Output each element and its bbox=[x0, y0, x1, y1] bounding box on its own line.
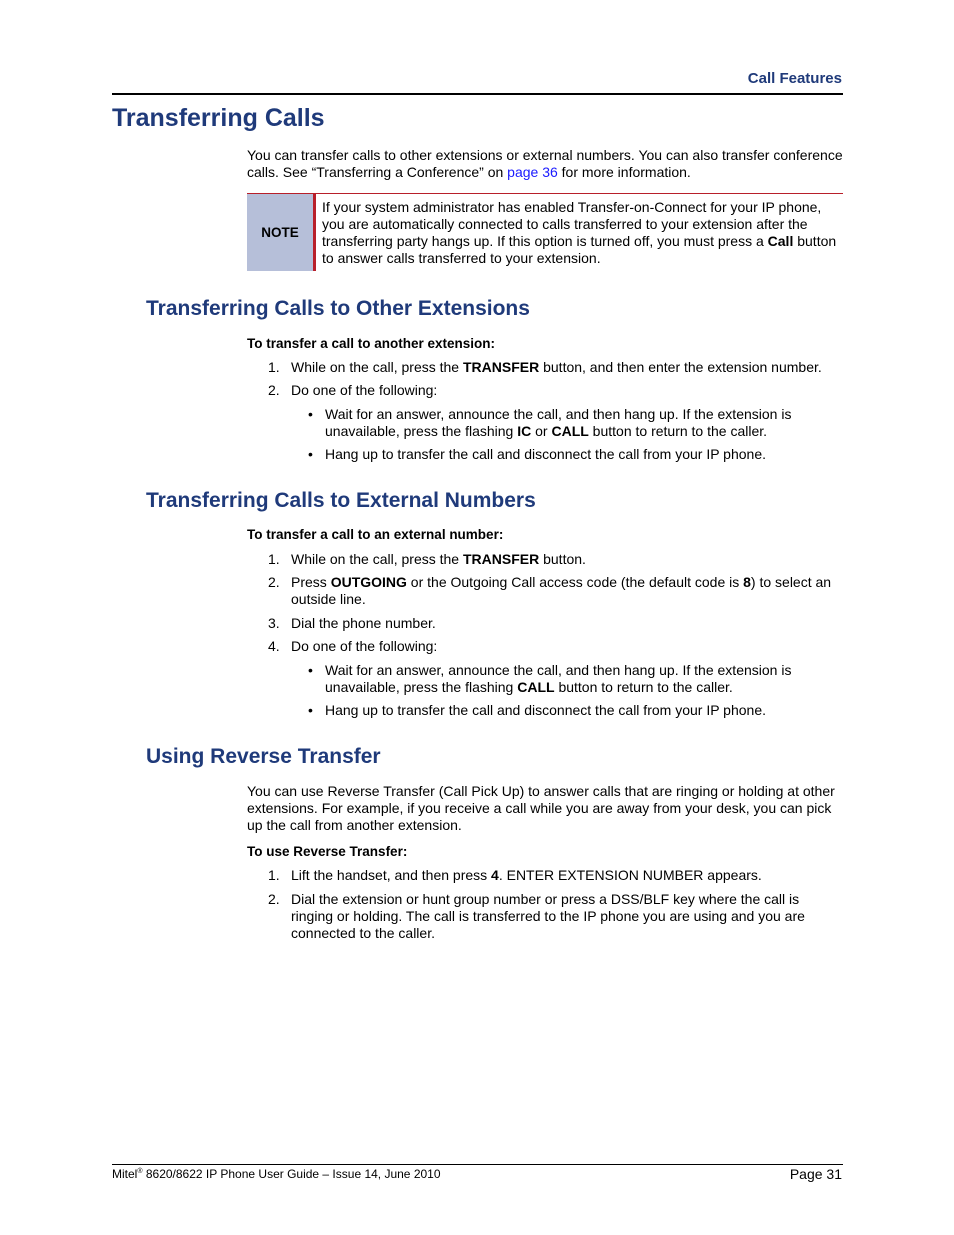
bullet-icon: • bbox=[308, 406, 313, 422]
bullet-text: Hang up to transfer the call and disconnect the call from your IP phone. bbox=[325, 702, 766, 718]
bullet-text-part: Wait for an answer, announce the call, and then hang up. If the extension is unavailable, press the flashing bbox=[325, 662, 792, 695]
step-text-part: or the Outgoing Call access code (the default code is bbox=[406, 574, 744, 590]
page-36-link[interactable]: page 36 bbox=[507, 164, 558, 180]
procedure-lead: To transfer a call to an external number: bbox=[247, 527, 504, 542]
bullet-icon: • bbox=[308, 446, 313, 462]
section-heading-other-extensions: Transferring Calls to Other Extensions bbox=[146, 297, 530, 320]
page-title: Transferring Calls bbox=[112, 104, 325, 132]
step-text-part: While on the call, press the bbox=[291, 359, 463, 375]
step-number: 1. bbox=[268, 551, 280, 567]
transfer-key: TRANSFER bbox=[462, 359, 540, 375]
bullet-text-part: Wait for an answer, announce the call, and then hang up. If the extension is unavailable, press the flashing bbox=[325, 406, 792, 439]
page-number: Page 31 bbox=[789, 1166, 842, 1182]
note-call-key: Call bbox=[767, 233, 794, 249]
note-text-end: button to answer calls transferred to your extension. bbox=[322, 233, 837, 266]
step-text: Dial the extension or hunt group number or press a DSS/BLF key where the call is ringing or holding. The call is transferred to the IP phone you are using and you are connected to the caller. bbox=[291, 891, 805, 941]
reverse-transfer-paragraph: You can use Reverse Transfer (Call Pick Up) to answer calls that are ringing or holding at other extensions. For example, if you receive a call while you are away from your desk, you can pick up the call from another extension. bbox=[247, 783, 835, 833]
transfer-key: TRANSFER bbox=[462, 551, 540, 567]
step-text bbox=[291, 359, 843, 376]
bullet-icon: • bbox=[308, 702, 313, 718]
footer-rule bbox=[112, 1164, 843, 1165]
step-text bbox=[291, 867, 843, 884]
footer-brand: Mitel bbox=[112, 1167, 138, 1181]
step-number: 4. bbox=[268, 638, 280, 654]
step-text-part: . ENTER EXTENSION NUMBER appears. bbox=[498, 867, 762, 883]
step-text-part: button. bbox=[539, 551, 586, 567]
footer-doc-name: 8620/8622 IP Phone User Guide – Issue 14, June 2010 bbox=[142, 1167, 441, 1181]
procedure-lead: To transfer a call to another extension: bbox=[247, 336, 496, 351]
step-number: 3. bbox=[268, 615, 280, 631]
step-text: Do one of the following: bbox=[291, 382, 438, 398]
intro-text-end: for more information. bbox=[557, 164, 691, 180]
procedure-lead: To use Reverse Transfer: bbox=[247, 844, 408, 859]
intro-text: You can transfer calls to other extensions or external numbers. You can also transfer conference calls. See “Transferring a Conference” on bbox=[247, 147, 843, 180]
step-number: 2. bbox=[268, 574, 280, 590]
step-text-part: Lift the handset, and then press bbox=[291, 867, 492, 883]
bullet-text-part: button to return to the caller. bbox=[554, 679, 733, 695]
registered-mark: ® bbox=[137, 1168, 143, 1175]
bullet-text bbox=[325, 406, 843, 440]
bullet-text-part: or bbox=[531, 423, 552, 439]
section-heading-external-numbers: Transferring Calls to External Numbers bbox=[146, 489, 536, 512]
step-number: 2. bbox=[268, 382, 280, 398]
call-key: CALL bbox=[551, 423, 589, 439]
step-text: Do one of the following: bbox=[291, 638, 438, 654]
bullet-icon: • bbox=[308, 662, 313, 678]
header-rule bbox=[112, 93, 843, 95]
step-number: 2. bbox=[268, 891, 280, 907]
step-text-part: ) to select an outside line. bbox=[291, 574, 832, 607]
bullet-text bbox=[325, 662, 843, 696]
running-header: Call Features bbox=[747, 70, 842, 87]
step-text bbox=[291, 574, 843, 608]
step-text-part: While on the call, press the bbox=[291, 551, 463, 567]
note-text bbox=[322, 199, 842, 267]
intro-paragraph bbox=[247, 147, 843, 181]
note-accent-bar bbox=[313, 194, 316, 271]
note-text-start: If your system administrator has enabled Transfer-on-Connect for your IP phone, you are automatically connected to calls transferred to your extension after the transferring party hangs up. If this option is turned off, you must press a bbox=[322, 199, 822, 249]
digit-key: 4 bbox=[491, 867, 499, 883]
ic-key: IC bbox=[517, 423, 532, 439]
step-text-part: button, and then enter the extension number. bbox=[539, 359, 822, 375]
step-number: 1. bbox=[268, 867, 280, 883]
section-heading-reverse-transfer: Using Reverse Transfer bbox=[146, 745, 381, 768]
bullet-text: Hang up to transfer the call and disconnect the call from your IP phone. bbox=[325, 446, 766, 462]
footer-document-title bbox=[112, 1167, 441, 1181]
step-text: Dial the phone number. bbox=[291, 615, 436, 631]
call-key: CALL bbox=[517, 679, 555, 695]
note-label: NOTE bbox=[247, 194, 313, 271]
step-text-part: Press bbox=[291, 574, 331, 590]
step-number: 1. bbox=[268, 359, 280, 375]
note-box bbox=[247, 193, 843, 272]
bullet-text-part: button to return to the caller. bbox=[588, 423, 768, 439]
default-code: 8 bbox=[743, 574, 751, 590]
outgoing-key: OUTGOING bbox=[330, 574, 407, 590]
step-text bbox=[291, 551, 843, 568]
